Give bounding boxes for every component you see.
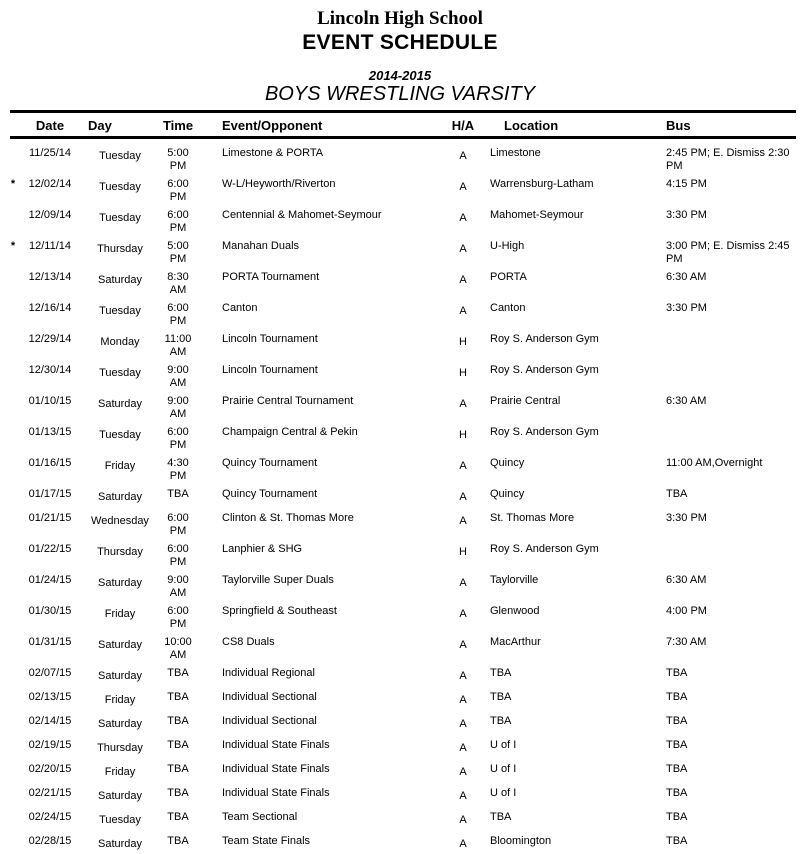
table-row — [0, 266, 800, 297]
cell-ha: H — [459, 546, 467, 558]
cell-date: 02/20/15 — [28, 763, 72, 775]
cell-location: Taylorville — [490, 574, 539, 586]
cell-event: Quincy Tournament — [222, 457, 318, 469]
table-row — [0, 328, 800, 359]
cell-ha: H — [459, 429, 467, 441]
cell-ha: A — [459, 150, 467, 162]
cell-time: TBA — [167, 691, 189, 703]
cell-day: Friday — [104, 460, 136, 472]
cell-time: 11:00 AM — [164, 333, 192, 358]
cell-date: 12/13/14 — [28, 271, 72, 283]
table-row — [0, 600, 800, 631]
cell-ha: A — [459, 718, 467, 730]
cell-time: 6:00 PM — [167, 543, 189, 568]
cell-day: Friday — [104, 694, 136, 706]
cell-event: Individual Sectional — [222, 715, 317, 727]
cell-ha: A — [459, 670, 467, 682]
cell-date: 11/25/14 — [28, 147, 71, 159]
cell-bus: 4:00 PM — [666, 605, 707, 617]
cell-date: 01/22/15 — [28, 543, 72, 555]
cell-location: TBA — [490, 691, 512, 703]
cell-bus: 3:30 PM — [666, 302, 707, 314]
cell-bus: 3:30 PM — [666, 209, 707, 221]
cell-day: Saturday — [97, 491, 143, 503]
cell-location: St. Thomas More — [490, 512, 575, 524]
column-header-day: Day — [88, 118, 112, 133]
cell-bus — [654, 328, 800, 359]
cell-event: Team State Finals — [222, 835, 311, 847]
cell-ha: A — [459, 212, 467, 224]
cell-day: Tuesday — [99, 181, 141, 193]
cell-date: 01/21/15 — [28, 512, 72, 524]
season-label: 2014-2015 — [368, 68, 432, 83]
cell-day: Saturday — [97, 639, 143, 651]
cell-flag — [6, 359, 20, 390]
cell-location: U-High — [490, 240, 525, 252]
cell-time: 10:00 AM — [164, 636, 192, 661]
cell-bus: 6:30 AM — [666, 395, 707, 407]
cell-bus: 2:45 PM; E. Dismiss 2:30 PM — [666, 147, 790, 172]
cell-date: 01/24/15 — [28, 574, 72, 586]
cell-bus — [654, 421, 800, 452]
cell-ha: A — [459, 491, 467, 503]
cell-location: U of I — [490, 787, 517, 799]
cell-flag — [6, 390, 20, 421]
cell-flag — [6, 421, 20, 452]
cell-flag — [6, 631, 20, 662]
cell-event: Canton — [222, 302, 258, 314]
cell-location: Mahomet-Seymour — [490, 209, 584, 221]
cell-location: Prairie Central — [490, 395, 561, 407]
cell-location: Roy S. Anderson Gym — [490, 364, 599, 376]
cell-date: 01/30/15 — [28, 605, 72, 617]
cell-location: Limestone — [490, 147, 541, 159]
cell-flag — [6, 686, 20, 710]
cell-flag — [6, 758, 20, 782]
cell-flag — [6, 569, 20, 600]
cell-bus: TBA — [666, 763, 688, 775]
cell-location: TBA — [490, 811, 512, 823]
cell-ha: A — [459, 515, 467, 527]
cell-date: 02/21/15 — [28, 787, 72, 799]
table-row — [0, 758, 800, 782]
cell-bus: 11:00 AM,Overnight — [666, 457, 763, 469]
cell-date: 02/14/15 — [28, 715, 72, 727]
cell-time: 5:00 PM — [167, 147, 189, 172]
table-row — [0, 710, 800, 734]
cell-time: 6:00 PM — [167, 178, 189, 203]
cell-day: Tuesday — [99, 814, 141, 826]
table-row — [0, 390, 800, 421]
cell-ha: H — [459, 336, 467, 348]
table-row — [0, 538, 800, 569]
cell-day: Wednesday — [91, 515, 149, 527]
cell-date: 02/28/15 — [28, 835, 72, 847]
column-header-event: Event/Opponent — [222, 118, 323, 133]
cell-ha: A — [459, 814, 467, 826]
cell-time: 6:00 PM — [167, 209, 189, 234]
cell-time: 8:30 AM — [167, 271, 189, 296]
cell-flag — [6, 538, 20, 569]
cell-ha: A — [459, 742, 467, 754]
cell-day: Thursday — [97, 243, 143, 255]
table-row — [0, 507, 800, 538]
cell-date: 12/16/14 — [28, 302, 72, 314]
table-row — [0, 297, 800, 328]
cell-flag — [6, 806, 20, 830]
cell-flag — [6, 297, 20, 328]
cell-bus: 7:30 AM — [666, 636, 707, 648]
cell-date: 12/11/14 — [28, 240, 71, 252]
cell-event: Champaign Central & Pekin — [222, 426, 358, 438]
cell-flag — [6, 507, 20, 538]
cell-ha: A — [459, 398, 467, 410]
cell-day: Tuesday — [99, 212, 141, 224]
cell-date: 02/07/15 — [28, 667, 72, 679]
table-row — [0, 483, 800, 507]
cell-ha: A — [459, 577, 467, 589]
cell-date: 02/24/15 — [28, 811, 72, 823]
cell-flag — [6, 266, 20, 297]
cell-ha: A — [459, 608, 467, 620]
cell-event: Centennial & Mahomet-Seymour — [222, 209, 382, 221]
cell-time: 9:00 AM — [167, 574, 189, 599]
cell-location: Canton — [490, 302, 526, 314]
cell-day: Tuesday — [99, 429, 141, 441]
cell-time: TBA — [167, 763, 189, 775]
cell-location: Roy S. Anderson Gym — [490, 543, 599, 555]
cell-bus: TBA — [666, 835, 688, 847]
cell-bus: TBA — [666, 787, 688, 799]
cell-event: Lanphier & SHG — [222, 543, 303, 555]
cell-time: TBA — [167, 739, 189, 751]
column-header-ha: H/A — [451, 118, 475, 133]
cell-date: 01/13/15 — [28, 426, 72, 438]
cell-bus: 3:30 PM — [666, 512, 707, 524]
cell-location: MacArthur — [490, 636, 541, 648]
cell-event: Clinton & St. Thomas More — [222, 512, 354, 524]
cell-bus: TBA — [666, 739, 688, 751]
cell-flag — [6, 782, 20, 806]
cell-time: TBA — [167, 667, 189, 679]
cell-time: TBA — [167, 811, 189, 823]
cell-day: Tuesday — [99, 305, 141, 317]
document-title: EVENT SCHEDULE — [302, 31, 498, 54]
cell-day: Saturday — [97, 790, 143, 802]
table-row — [0, 830, 800, 854]
cell-event: Team Sectional — [222, 811, 298, 823]
cell-bus — [654, 359, 800, 390]
cell-ha: A — [459, 181, 467, 193]
cell-bus: TBA — [666, 811, 688, 823]
cell-location: Roy S. Anderson Gym — [490, 426, 599, 438]
cell-location: U of I — [490, 739, 517, 751]
table-row — [0, 173, 800, 204]
cell-event: Springfield & Southeast — [222, 605, 337, 617]
cell-time: TBA — [167, 715, 189, 727]
cell-event: Lincoln Tournament — [222, 333, 318, 345]
header-flag-spacer — [6, 116, 20, 134]
school-name: Lincoln High School — [317, 8, 483, 29]
cell-day: Thursday — [97, 546, 143, 558]
cell-date: 12/09/14 — [28, 209, 72, 221]
column-header-bus: Bus — [666, 118, 691, 133]
cell-day: Saturday — [97, 398, 143, 410]
cell-location: Quincy — [490, 457, 525, 469]
column-header-time: Time — [162, 118, 194, 133]
cell-location: U of I — [490, 763, 517, 775]
cell-location: TBA — [490, 715, 512, 727]
cell-flag — [6, 204, 20, 235]
cell-flag — [6, 452, 20, 483]
cell-event: Lincoln Tournament — [222, 364, 318, 376]
cell-time: TBA — [167, 835, 189, 847]
cell-time: TBA — [167, 787, 189, 799]
cell-day: Saturday — [97, 274, 143, 286]
table-row — [0, 359, 800, 390]
cell-flag — [6, 600, 20, 631]
cell-bus — [654, 538, 800, 569]
cell-date: 01/10/15 — [28, 395, 72, 407]
cell-location: Quincy — [490, 488, 525, 500]
cell-event: Prairie Central Tournament — [222, 395, 354, 407]
cell-event: Limestone & PORTA — [222, 147, 324, 159]
cell-time: 9:00 AM — [167, 364, 189, 389]
cell-event: Quincy Tournament — [222, 488, 318, 500]
document-header — [0, 0, 800, 106]
cell-day: Saturday — [97, 577, 143, 589]
cell-event: W-L/Heyworth/Riverton — [222, 178, 336, 190]
table-row — [0, 452, 800, 483]
table-row — [0, 686, 800, 710]
cell-event: Individual Sectional — [222, 691, 317, 703]
cell-ha: H — [459, 367, 467, 379]
cell-flag — [6, 483, 20, 507]
table-row — [0, 421, 800, 452]
cell-time: 6:00 PM — [167, 605, 189, 630]
cell-date: 12/02/14 — [28, 178, 72, 190]
cell-time: 6:00 PM — [167, 426, 189, 451]
cell-ha: A — [459, 639, 467, 651]
cell-bus: 4:15 PM — [666, 178, 707, 190]
cell-time: 6:00 PM — [167, 512, 189, 537]
cell-ha: A — [459, 694, 467, 706]
table-row — [0, 235, 800, 266]
cell-event: Manahan Duals — [222, 240, 300, 252]
team-name: BOYS WRESTLING VARSITY — [264, 83, 536, 105]
table-row — [0, 142, 800, 173]
cell-bus: TBA — [666, 715, 688, 727]
table-row — [0, 806, 800, 830]
cell-location: Roy S. Anderson Gym — [490, 333, 599, 345]
cell-location: PORTA — [490, 271, 527, 283]
cell-time: 6:00 PM — [167, 302, 189, 327]
cell-date: 01/17/15 — [28, 488, 72, 500]
cell-event: PORTA Tournament — [222, 271, 320, 283]
cell-location: TBA — [490, 667, 512, 679]
table-header-row — [0, 113, 800, 136]
cell-day: Saturday — [97, 670, 143, 682]
cell-flag — [6, 662, 20, 686]
cell-ha: A — [459, 838, 467, 850]
table-row — [0, 569, 800, 600]
cell-bus: 6:30 AM — [666, 574, 707, 586]
cell-date: 12/30/14 — [28, 364, 72, 376]
cell-bus: 6:30 AM — [666, 271, 707, 283]
table-row — [0, 631, 800, 662]
cell-location: Warrensburg-Latham — [490, 178, 594, 190]
column-header-location: Location — [504, 118, 559, 133]
cell-date: 01/31/15 — [28, 636, 72, 648]
cell-flag — [6, 710, 20, 734]
cell-bus: TBA — [666, 691, 688, 703]
cell-day: Saturday — [97, 838, 143, 850]
cell-bus: TBA — [666, 488, 688, 500]
cell-day: Friday — [104, 608, 136, 620]
cell-flag — [6, 734, 20, 758]
cell-ha: A — [459, 460, 467, 472]
table-row — [0, 734, 800, 758]
cell-date: 01/16/15 — [28, 457, 72, 469]
cell-date: 12/29/14 — [28, 333, 72, 345]
cell-ha: A — [459, 274, 467, 286]
schedule-table-body — [0, 139, 800, 854]
cell-event: Taylorville Super Duals — [222, 574, 334, 586]
cell-day: Monday — [100, 336, 140, 348]
cell-ha: A — [459, 766, 467, 778]
table-row — [0, 662, 800, 686]
cell-event: CS8 Duals — [222, 636, 275, 648]
cell-time: TBA — [167, 488, 189, 500]
cell-location: Glenwood — [490, 605, 540, 617]
cell-time: 4:30 PM — [167, 457, 189, 482]
cell-event: Individual State Finals — [222, 739, 330, 751]
cell-bus: 3:00 PM; E. Dismiss 2:45 PM — [666, 240, 790, 265]
cell-day: Tuesday — [99, 150, 141, 162]
cell-event: Individual State Finals — [222, 763, 330, 775]
cell-flag — [6, 328, 20, 359]
cell-day: Saturday — [97, 718, 143, 730]
column-header-date: Date — [35, 118, 65, 133]
cell-time: 5:00 PM — [167, 240, 189, 265]
cell-ha: A — [459, 305, 467, 317]
cell-event: Individual State Finals — [222, 787, 330, 799]
cell-ha: A — [459, 790, 467, 802]
cell-date: 02/13/15 — [28, 691, 72, 703]
cell-location: Bloomington — [490, 835, 552, 847]
table-row — [0, 782, 800, 806]
cell-bus: TBA — [666, 667, 688, 679]
cell-ha: A — [459, 243, 467, 255]
cell-event: Individual Regional — [222, 667, 315, 679]
cell-day: Thursday — [97, 742, 143, 754]
cell-date: 02/19/15 — [28, 739, 72, 751]
cell-flag: * — [10, 178, 16, 190]
cell-flag — [6, 830, 20, 854]
cell-day: Tuesday — [99, 367, 141, 379]
cell-flag: * — [10, 240, 16, 252]
cell-day: Friday — [104, 766, 136, 778]
cell-flag — [6, 142, 20, 173]
table-row — [0, 204, 800, 235]
cell-time: 9:00 AM — [167, 395, 189, 420]
